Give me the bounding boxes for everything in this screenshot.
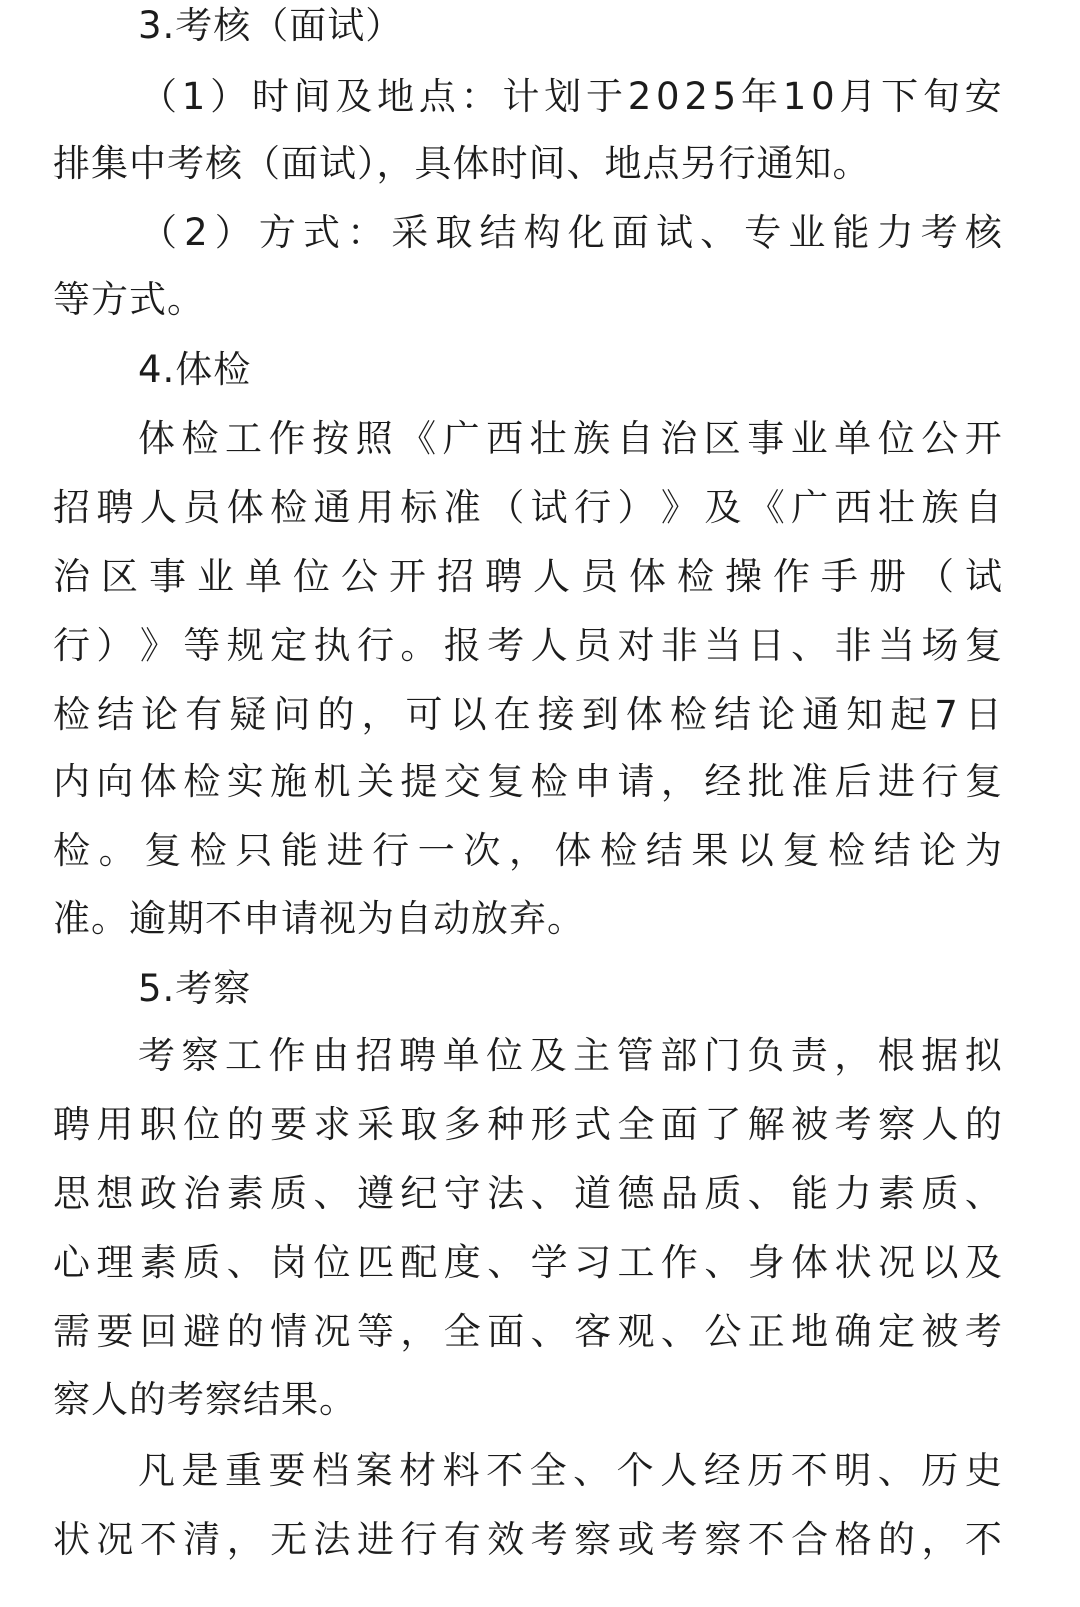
paragraph-line: 排集中考核（面试），具体时间、地点另行通知。 — [53, 142, 871, 185]
paragraph-line: 治 区 事 业 单 位 公 开 招 聘 人 员 体 检 操 作 手 册 （ 试 — [53, 555, 1003, 598]
paragraph-line: （ 1 ） 时 间 及 地 点 ： 计 划 于 2 0 2 5 年 1 0 月 下 旬 安 — [140, 75, 1003, 118]
paragraph-line: 凡 是 重 要 档 案 材 料 不 全 、 个 人 经 历 不 明 、 历 史 — [138, 1449, 1003, 1492]
paragraph-line: 准。逾期不申请视为自动放弃。 — [53, 897, 585, 940]
section-heading-assessment: 3.考核（面试） — [138, 4, 404, 47]
paragraph-line: 考 察 工 作 由 招 聘 单 位 及 主 管 部 门 负 责 ， 根 据 拟 — [138, 1034, 1003, 1077]
paragraph-line: 察人的考察结果。 — [53, 1378, 357, 1421]
paragraph-line: 思 想 政 治 素 质 、 遵 纪 守 法 、 道 德 品 质 、 能 力 素 质 、 — [53, 1172, 1003, 1215]
paragraph-line: 聘 用 职 位 的 要 求 采 取 多 种 形 式 全 面 了 解 被 考 察 人 的 — [53, 1103, 1003, 1146]
paragraph-line: 状 况 不 清 ， 无 法 进 行 有 效 考 察 或 考 察 不 合 格 的 ， 不 — [53, 1518, 1003, 1561]
section-heading-inspection: 5.考察 — [138, 967, 252, 1010]
paragraph-line: （ 2 ） 方 式 ： 采 取 结 构 化 面 试 、 专 业 能 力 考 核 — [140, 211, 1003, 254]
paragraph-line: 检 结 论 有 疑 问 的 ， 可 以 在 接 到 体 检 结 论 通 知 起 7 日 — [53, 693, 1003, 736]
paragraph-line: 心 理 素 质 、 岗 位 匹 配 度 、 学 习 工 作 、 身 体 状 况 以 及 — [53, 1241, 1003, 1284]
paragraph-line: 检 。 复 检 只 能 进 行 一 次 ， 体 检 结 果 以 复 检 结 论 为 — [53, 829, 1003, 872]
paragraph-line: 行 ） 》 等 规 定 执 行 。 报 考 人 员 对 非 当 日 、 非 当 场 复 — [53, 624, 1003, 667]
paragraph-line: 内 向 体 检 实 施 机 关 提 交 复 检 申 请 ， 经 批 准 后 进 行 复 — [53, 760, 1003, 803]
paragraph-line: 需 要 回 避 的 情 况 等 ， 全 面 、 客 观 、 公 正 地 确 定 被 考 — [53, 1310, 1003, 1353]
paragraph-line: 体 检 工 作 按 照 《 广 西 壮 族 自 治 区 事 业 单 位 公 开 — [138, 417, 1003, 460]
section-heading-medical-exam: 4.体检 — [138, 348, 252, 391]
paragraph-line: 等方式。 — [53, 278, 205, 321]
paragraph-line: 招 聘 人 员 体 检 通 用 标 准 （ 试 行 ） 》 及 《 广 西 壮 族 自 — [53, 486, 1003, 529]
